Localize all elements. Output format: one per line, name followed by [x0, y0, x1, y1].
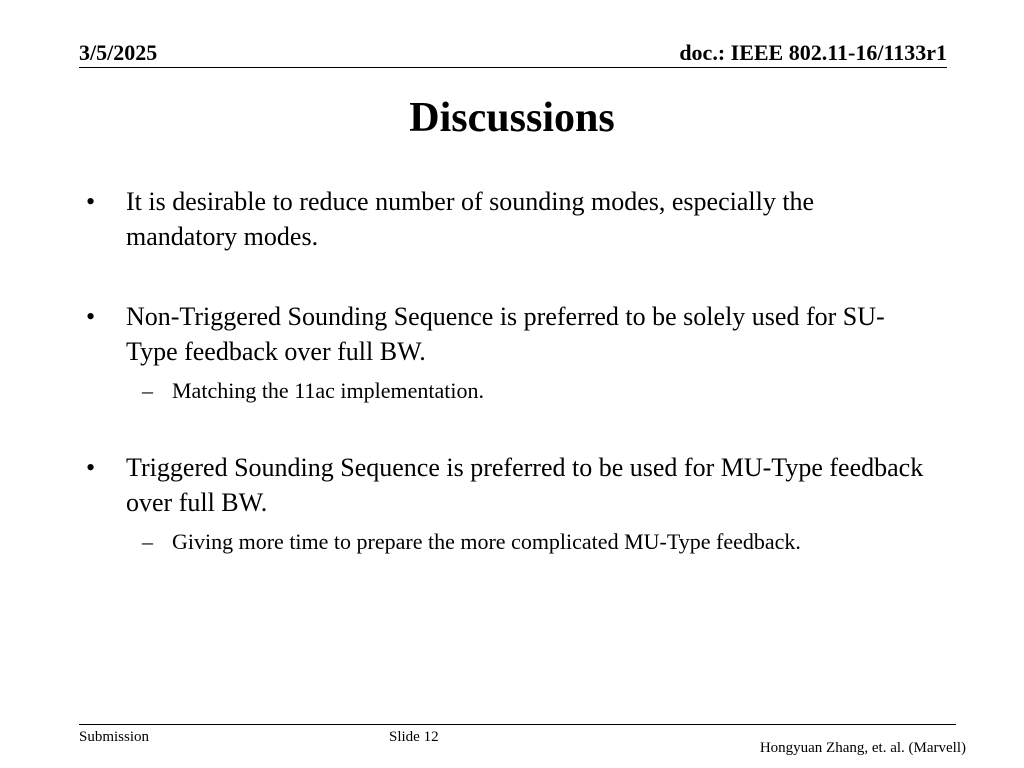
dash-icon: – [142, 529, 153, 554]
header-date: 3/5/2025 [79, 40, 158, 65]
bullet-item-2 [86, 299, 926, 369]
header-doc-id: doc.: IEEE 802.11-16/1133r1 [679, 40, 947, 65]
bullet-dot-icon: • [86, 187, 96, 216]
bullet-text-2: Non-Triggered Sounding Sequence is preferred to be solely used for SU-Type feedback over full BW. [126, 302, 885, 366]
footer-author: Hongyuan Zhang, et. al. (Marvell) [759, 740, 966, 756]
footer-slide-number: Slide 12 [389, 729, 439, 745]
bullet-dot-icon: • [86, 453, 96, 482]
dash-icon: – [142, 378, 153, 403]
header-divider [79, 67, 947, 68]
sub-bullet-text-2-1: Matching the 11ac implementation. [172, 378, 484, 403]
slide-title: Discussions [409, 95, 615, 141]
bullet-text-3: Triggered Sounding Sequence is preferred to be used for MU-Type feedback over full BW. [126, 453, 924, 517]
bullet-item-1 [86, 184, 926, 254]
sub-bullet-item-2-1 [86, 377, 926, 405]
bullet-text-1: It is desirable to reduce number of sounding modes, especially the mandatory modes. [126, 187, 815, 251]
footer-submission: Submission [79, 729, 150, 745]
bullet-item-3 [86, 450, 926, 520]
footer-divider [79, 724, 956, 725]
sub-bullet-item-3-1 [86, 528, 926, 556]
bullet-dot-icon: • [86, 302, 96, 331]
slide-body [86, 184, 926, 556]
sub-bullet-text-3-1: Giving more time to prepare the more complicated MU-Type feedback. [172, 529, 801, 554]
